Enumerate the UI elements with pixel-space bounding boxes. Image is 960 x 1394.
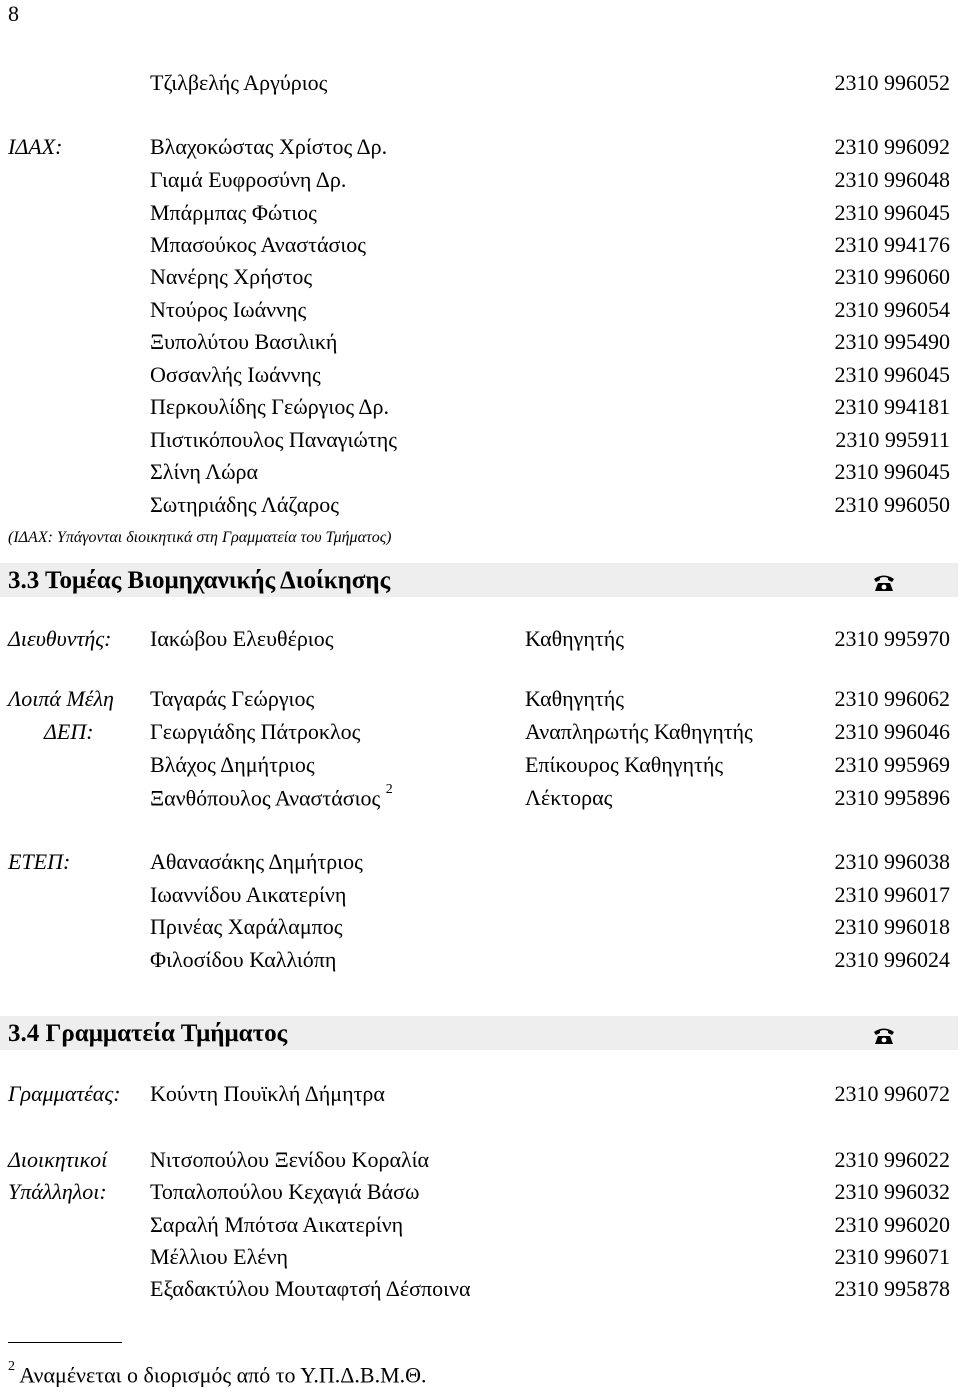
etep-label: ΕΤΕΠ:	[8, 849, 71, 874]
idax-phone: 2310 996045	[834, 200, 950, 225]
idax-phone: 2310 996092	[834, 134, 950, 159]
staff-name: Μέλλιου Ελένη	[150, 1244, 288, 1269]
secretary-phone: 2310 996072	[834, 1081, 950, 1106]
staff-name: Εξαδακτύλου Μουταφτσή Δέσποινα	[150, 1276, 471, 1301]
section-title: 3.4 Γραμματεία Τμήματος	[8, 1020, 288, 1047]
dep-member-phone: 2310 995896	[834, 785, 950, 810]
idax-name: Οσσανλής Ιωάννης	[150, 362, 321, 387]
idax-phone: 2310 996054	[834, 297, 950, 322]
footnote-text: Αναμένεται ο διορισμός από το Υ.Π.Δ.Β.Μ.Θ.	[19, 1362, 427, 1388]
idax-phone: 2310 996045	[834, 362, 950, 387]
staff-phone: 2310 996020	[834, 1212, 950, 1237]
staff-phone: 2310 996032	[834, 1179, 950, 1204]
staff-phone: 2310 996052	[834, 70, 950, 95]
staff-phone: 2310 996022	[834, 1147, 950, 1172]
staff-phone: 2310 995878	[834, 1276, 950, 1301]
idax-name: Βλαχοκώστας Χρίστος Δρ.	[150, 134, 388, 159]
footnote-marker: 2	[8, 1359, 15, 1374]
secretary-label: Γραμματέας:	[8, 1081, 121, 1106]
etep-member-name: Φιλοσίδου Καλλιόπη	[150, 947, 337, 972]
director-role: Καθηγητής	[525, 626, 624, 651]
dep-member-name	[150, 782, 393, 811]
idax-name: Πιστικόπουλος Παναγιώτης	[150, 427, 397, 452]
phone-icon	[872, 572, 896, 592]
dep-member-role: Καθηγητής	[525, 686, 624, 711]
staff-label: Υπάλληλοι:	[8, 1179, 107, 1204]
idax-phone: 2310 994181	[834, 394, 950, 419]
staff-name: Τζιλβελής Αργύριος	[150, 70, 328, 95]
idax-name: Ξυπολύτου Βασιλική	[150, 329, 338, 354]
dep-member-role: Αναπληρωτής Καθηγητής	[525, 719, 753, 744]
etep-member-phone: 2310 996018	[834, 914, 950, 939]
dep-label: ΔΕΠ:	[44, 719, 94, 744]
idax-phone: 2310 995911	[835, 427, 950, 452]
idax-note: (ΙΔΑΧ: Υπάγονται διοικητικά στη Γραμματεία του Τμήματος)	[8, 529, 392, 546]
staff-name: Σαραλή Μπότσα Αικατερίνη	[150, 1212, 404, 1237]
idax-phone: 2310 996050	[834, 492, 950, 517]
secretary-name: Κούντη Πουϊκλή Δήμητρα	[150, 1081, 385, 1106]
idax-name: Περκουλίδης Γεώργιος Δρ.	[150, 394, 389, 419]
idax-name: Νανέρης Χρήστος	[150, 264, 313, 289]
staff-label: Διοικητικοί	[8, 1147, 108, 1172]
idax-label: ΙΔΑΧ:	[8, 134, 63, 159]
etep-member-name: Ιωαννίδου Αικατερίνη	[150, 882, 347, 907]
etep-member-phone: 2310 996017	[834, 882, 950, 907]
dep-member-phone: 2310 995969	[834, 752, 950, 777]
page-number: 8	[8, 1, 19, 26]
idax-name: Σωτηριάδης Λάζαρος	[150, 492, 339, 517]
section-title: 3.3 Τομέας Βιομηχανικής Διοίκησης	[8, 567, 391, 594]
footnote	[8, 1359, 427, 1388]
idax-phone: 2310 996048	[834, 167, 950, 192]
idax-name: Σλίνη Λώρα	[150, 459, 259, 484]
director-phone: 2310 995970	[834, 626, 950, 651]
idax-name: Μπάρμπας Φώτιος	[150, 200, 317, 225]
dep-member-phone: 2310 996062	[834, 686, 950, 711]
director-label: Διευθυντής:	[8, 626, 112, 651]
dep-member-name: Γεωργιάδης Πάτροκλος	[150, 719, 361, 744]
dep-member-role: Λέκτορας	[525, 785, 613, 810]
etep-member-name: Αθανασάκης Δημήτριος	[150, 849, 363, 874]
footnote-divider	[8, 1342, 122, 1343]
phone-icon	[872, 1025, 896, 1045]
dep-member-phone: 2310 996046	[834, 719, 950, 744]
etep-member-name: Πρινέας Χαράλαμπος	[150, 914, 343, 939]
idax-name: Μπασούκος Αναστάσιος	[150, 232, 366, 257]
dep-member-name: Ταγαράς Γεώργιος	[150, 686, 315, 711]
staff-phone: 2310 996071	[834, 1244, 950, 1269]
idax-phone: 2310 996060	[834, 264, 950, 289]
etep-member-phone: 2310 996024	[834, 947, 950, 972]
dep-member-name-text: Ξανθόπουλος Αναστάσιος	[150, 785, 381, 811]
dep-label: Λοιπά Μέλη	[8, 686, 114, 711]
footnote-ref: 2	[385, 782, 393, 797]
idax-phone: 2310 996045	[834, 459, 950, 484]
staff-name: Νιτσοπούλου Ξενίδου Κοραλία	[150, 1147, 430, 1172]
etep-member-phone: 2310 996038	[834, 849, 950, 874]
idax-phone: 2310 994176	[834, 232, 950, 257]
dep-member-role: Επίκουρος Καθηγητής	[525, 752, 724, 777]
dep-member-name: Βλάχος Δημήτριος	[150, 752, 315, 777]
director-name: Ιακώβου Ελευθέριος	[150, 626, 334, 651]
idax-name: Ντούρος Ιωάννης	[150, 297, 307, 322]
idax-name: Γιαμά Ευφροσύνη Δρ.	[150, 167, 347, 192]
staff-name: Τοπαλοπούλου Κεχαγιά Βάσω	[150, 1179, 420, 1204]
idax-phone: 2310 995490	[834, 329, 950, 354]
